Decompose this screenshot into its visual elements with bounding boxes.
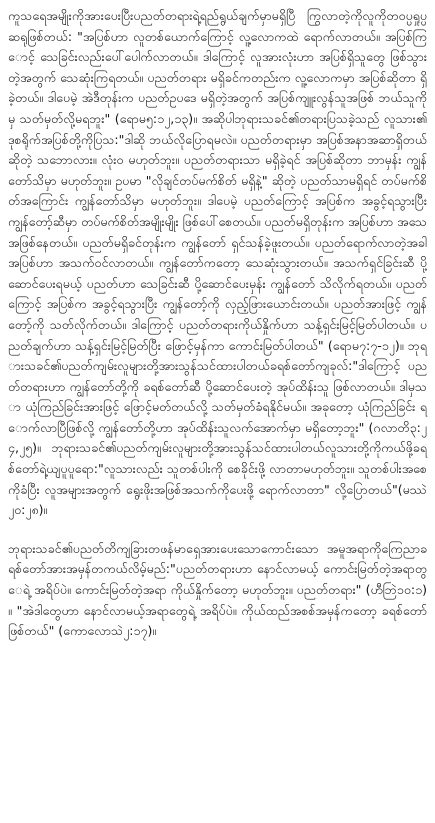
body-paragraph: ကူသရေအမျိုးကိုအားပေးပြီးပညတ်တရားရဲ့ရည်ရွယ်ချက်မှာမရှိပြီ ကြွလာတဲ့ကိုလူကိုတဝပ္ပရှုပ္ပဆရုဖြစ်တယ်: "အပြစ်ဟာ လူတစ်ယောက်ကြောင့် လူ့လောကထဲ ရောက်လာတယ်။ အပြစ်ကြောင့် သေခြင်းလည်းပေါ်ပေါက်လာတယ်။ ဒါကြောင့် လူအားလုံးဟာ အပြစ်ရှိသူတွေ ဖြစ်သွားတဲ့အတွက် သေဆုံးကြရတယ်။ ပညတ်တရား မရှိခင်ကတည်းက လူ့လောကမှာ အပြစ်ဆိုတာ ရှိခဲ့တယ်။ ဒါပေမဲ့ အဲဒီတုန်းက ပညတ်ဥပဒေ မရှိတဲ့အတွက် အပြစ်ကျူးလွန်သူအဖြစ် ဘယ်သူကိုမှ သတ်မှတ်လို့မရဘူး" (ရောမ၅:၁၂,၁၃)။ အဆိုပါဘုရားသခင်၏တရားပြသခဲ့သည် လူသား၏ဒုစရိုက်အပြစ်တို့ကိုပြသ:"ဒါဆို ဘယ်လိုပြောရမလဲ။ ပညတ်တရားမှာ အပြစ်အနာအဆာရှိတယ်ဆိုတဲ့ သဘောလား။ လုံးဝ မဟုတ်ဘူး။ ပညတ်တရားသာ မရှိခဲ့ရင် အပြစ်ဆိုတာ ဘာမှန်း ကျွန်တော်သိမှာ မဟုတ်ဘူး။ ဥပမာ "လိုချင်တပ်မက်စိတ် မရှိနဲ့" ဆိုတဲ့ ပညတ်သာမရှိရင် တပ်မက်စိတ်အကြောင်း ကျွန်တော်သိမှာ မဟုတ်ဘူး။ ဒါပေမဲ့ ပညတ်ကြောင့် အပြစ်က အခွင့်ရသွားပြီး ကျွန်တော့်ဆီမှာ တပ်မက်စိတ်အမျိုးမျိုး ဖြစ်ပေါ်စေတယ်။ ပညတ်မရှိတုန်းက အပြစ်ဟာ အသေအဖြစ်နေတယ်။ ပညတ်မရှိခင်တုန်းက ကျွန်တော် ရှင်သန်ခဲ့ဖူးတယ်။ ပညတ်ရောက်လာတဲ့အခါ အပြစ်ဟာ အသက်ဝင်လာတယ်။ ကျွန်တော်ကတော့ သေဆုံးသွားတယ်။ အသက်ရှင်ခြင်းဆီ ပို့ဆောင်ပေးရမယ့် ပညတ်ဟာ သေခြင်းဆီ ပို့ဆောင်ပေးမှန်း ကျွန်တော် သိလိုက်ရတယ်။ ပညတ်ကြောင့် အပြစ်က အခွင့်ရသွားပြီး ကျွန်တော့်ကို လှည့်ဖြားယောင်းတယ်။ ပညတ်အားဖြင့် ကျွန်တော့်ကို သတ်လိုက်တယ်။ ဒါကြောင့် ပညတ်တရားကိုယ်နှိုက်ဟာ သန့်ရှင်းမြင့်မြတ်ပါတယ်။ ပညတ်ချက်ဟာ သန့်ရှင်းမြင့်မြတ်ပြီး ဖြောင့်မှန်ကာ ကောင်းမြတ်ပါတယ်" (ရောမ၇:၇-၁၂)။ ဘုရားသခင်၏ပညတ်ကျမ်းလူများတို့အားသွန်သင်ထားပါတယ်ခရစ်တော်ကျခုလ်:"ဒါကြောင့် ပညတ်တရားဟာ ကျွန်တော်တို့ကို ခရစ်တော်ဆီ ပို့ဆောင်ပေးတဲ့ အုပ်ထိန်းသူ ဖြစ်လာတယ်။ ဒါမှသာ ယုံကြည်ခြင်းအားဖြင့် ဖြောင့်မတ်တယ်လို့ သတ်မှတ်ခံရနိုင်မယ်။ အခုတော့ ယုံကြည်ခြင်း ရောက်လာပြီဖြစ်လို့ ကျွန်တော်တို့ဟာ အုပ်ထိန်းသူလက်အောက်မှာ မရှိတော့ဘူး" (ဂလာတိ၃:၂၄,၂၅)။ ဘုရားသခင်၏ပညတ်ကျမ်းလူများတို့အားသွန်သင်ထားပါတယ်လူသားတို့ကိုကယ်ဖို့ခရစ်တော်ရဲ့ယျပူပူရော:"လူသားလည်း သူတစ်ပါးကို စေခိုင်းဖို့ လာတာမဟုတ်ဘူး။ သူတစ်ပါးအစေကိုခံပြီး လူအများအတွက် ရွေးဖိုးအဖြစ်အသက်ကိုပေးဖို့ ရောက်လာတာ" လို့ပြောတယ်"(မဿဲ၂၀:၂၈)။: [8, 8, 427, 518]
body-paragraph: ဘုရားသခင်၏ပညတ်တိကျခြားတဖန်မာရှေအားပေးသောကောင်းသော အမူအရာကိုကြေညာခရစ်တော်အားအမှန်တကယ်လိမ့်မည်:"ပညတ်တရားဟာ နောင်လာမယ့် ကောင်းမြတ်တဲ့အရာတွေရဲ့ အရိပ်ပဲ။ ကောင်းမြတ်တဲ့အရာ ကိုယ်နှိုက်တော့ မဟုတ်ဘူး။ ပညတ်တရား" (ဟီဘြဲ၁၀:၁)။ "အဲဒါတွေဟာ နောင်လာမယ့်အရာတွေရဲ့ အရိပ်ပဲ။ ကိုယ်ထည်အစစ်အမှန်ကတော့ ခရစ်တော်ဖြစ်တယ်" (ကောလောသဲ၂:၁၇)။: [8, 540, 427, 639]
